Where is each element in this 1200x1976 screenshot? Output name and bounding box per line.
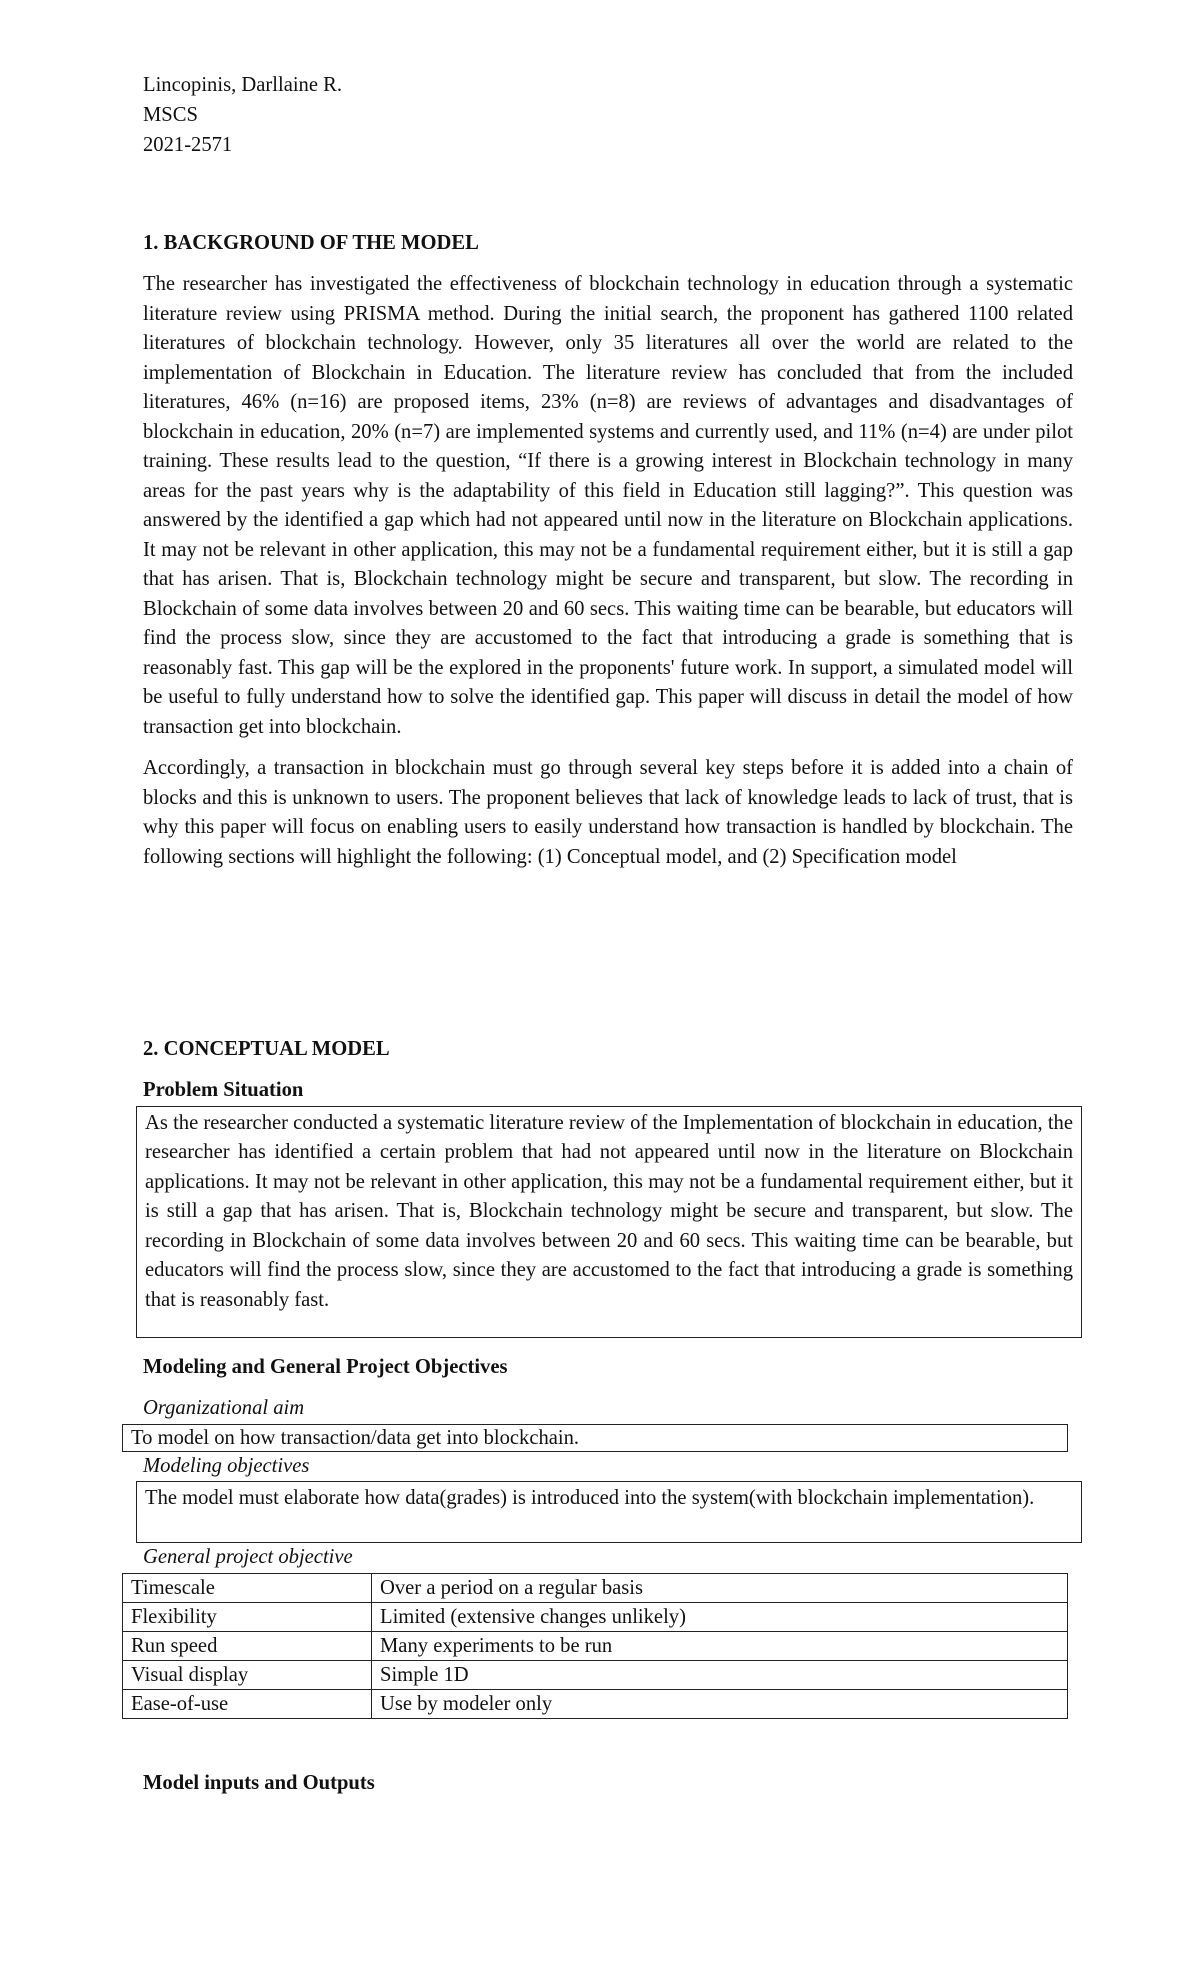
section-2-title: 2. CONCEPTUAL MODEL [143, 1038, 390, 1060]
section-1-title: 1. BACKGROUND OF THE MODEL [143, 232, 479, 254]
objective-key: Visual display [123, 1660, 372, 1689]
objective-row [123, 1660, 1068, 1689]
author-block [143, 71, 342, 161]
objective-key: Ease-of-use [123, 1689, 372, 1718]
objective-row [123, 1689, 1068, 1718]
io-heading: Model inputs and Outputs [143, 1771, 375, 1794]
organizational-aim-text: To model on how transaction/data get into blockchain. [131, 1426, 580, 1449]
objective-row [123, 1631, 1068, 1660]
author-name: Lincopinis, Darllaine R. [143, 74, 343, 96]
objectives-heading: Modeling and General Project Objectives [143, 1355, 508, 1378]
problem-situation-heading: Problem Situation [143, 1079, 304, 1101]
organizational-aim-box [122, 1424, 1068, 1452]
problem-situation-box [136, 1106, 1082, 1338]
objective-value: Limited (extensive changes unlikely) [372, 1602, 1068, 1631]
objective-key: Timescale [123, 1573, 372, 1602]
background-paragraph-2: Accordingly, a transaction in blockchain must go through several key steps before it is added into a chain of blocks and this is unknown to users. The proponent believes that lack of knowledge leads to lack of trust, that is why this paper will focus on enabling users to easily understand how transaction is handled by blockchain. The following sections will highlight the following: (1) Conceptual model, and (2) Specification model [143, 757, 1073, 868]
modeling-objectives-box [136, 1481, 1082, 1543]
background-paragraph-1: The researcher has investigated the effectiveness of blockchain technology in education through a systematic literature review using PRISMA method. During the initial search, the proponent has gathered 1100 related literatures of blockchain technology. However, only 35 literatures all over the world are related to the implementation of Blockchain in Education. The literature review has concluded that from the included literatures, 46% (n=16) are proposed items, 23% (n=8) are reviews of advantages and disadvantages of blockchain in education, 20% (n=7) are implemented systems and currently used, and 11% (n=4) are under pilot training. These results lead to the question, “If there is a growing interest in Blockchain technology in many areas for the past years why is the adaptability of this field in Education still lagging?”. This question was answered by the identified a gap which had not appeared until now in the literature on Blockchain applications. It may not be relevant in other application, this may not be a fundamental requirement either, but it is still a gap that has arisen. That is, Blockchain technology might be secure and transparent, but slow. The recording in Blockchain of some data involves between 20 and 60 secs. This waiting time can be bearable, but educators will find the process slow, since they are accustomed to the fact that introducing a grade is something that is reasonably fast. This gap will be the explored in the proponents' future work. In support, a simulated model will be useful to fully understand how to solve the identified gap. This paper will discuss in detail the model of how transaction get into blockchain. [143, 273, 1073, 738]
objective-key: Run speed [123, 1631, 372, 1660]
author-program: MSCS [143, 104, 198, 126]
modeling-objectives-label: Modeling objectives [143, 1454, 310, 1477]
objective-row [123, 1602, 1068, 1631]
objective-value: Simple 1D [372, 1660, 1068, 1689]
modeling-objectives-text: The model must elaborate how data(grades) is introduced into the system(with blockchain implementation). [145, 1487, 1035, 1509]
objective-value: Use by modeler only [372, 1689, 1068, 1718]
objective-value: Many experiments to be run [372, 1631, 1068, 1660]
section-conceptual-model [131, 1034, 1073, 1798]
objective-key: Flexibility [123, 1602, 372, 1631]
author-id: 2021-2571 [143, 134, 233, 156]
general-objective-table [122, 1573, 1068, 1719]
general-objective-label: General project objective [143, 1546, 353, 1568]
problem-situation-text: As the researcher conducted a systematic literature review of the Implementation of blockchain in education, the researcher has identified a certain problem that had not appeared until now in the literature on Blockchain applications. It may not be relevant in other application, this may not be a fundamental requirement either, but it is still a gap that has arisen. That is, Blockchain technology might be secure and transparent, but slow. The recording in Blockchain of some data involves between 20 and 60 secs. This waiting time can be bearable, but educators will find the process slow, since they are accustomed to the fact that introducing a grade is something that is reasonably fast. [145, 1111, 1073, 1311]
objective-row [123, 1573, 1068, 1602]
objective-value: Over a period on a regular basis [372, 1573, 1068, 1602]
organizational-aim-label: Organizational aim [143, 1397, 305, 1419]
section-background [143, 228, 1073, 872]
